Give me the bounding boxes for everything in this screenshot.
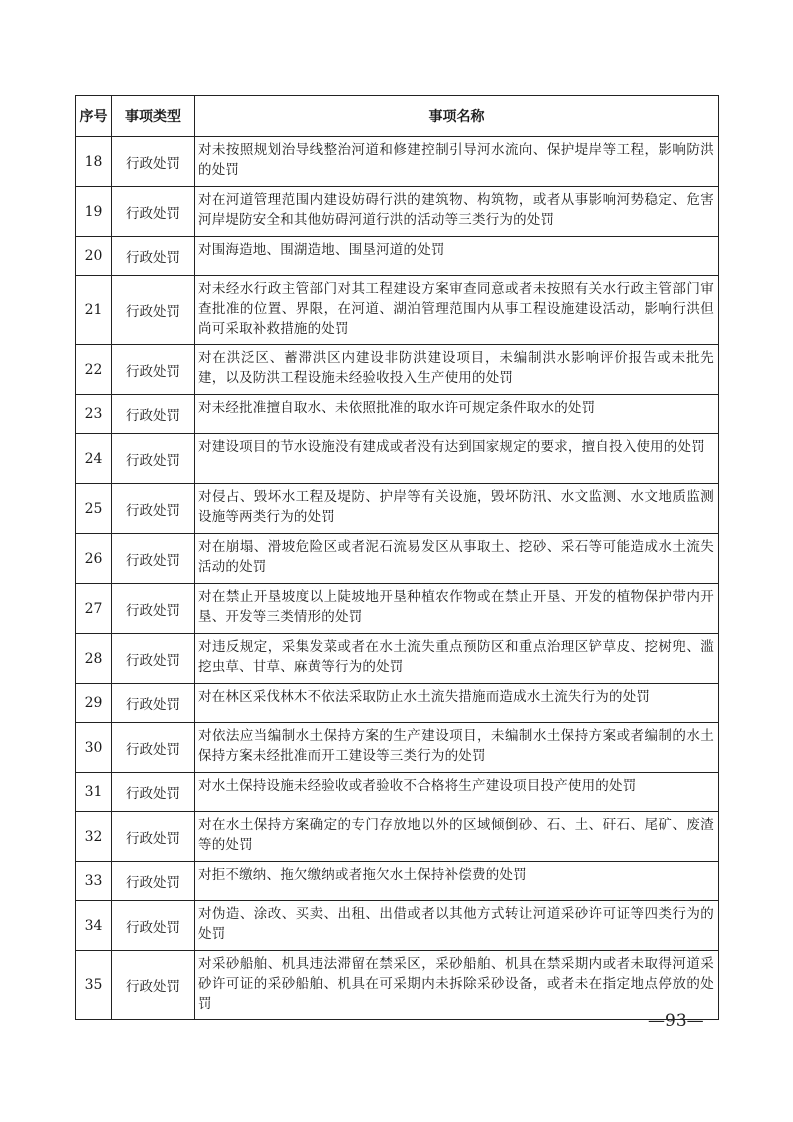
row-matter-type: 行政处罚 (112, 484, 195, 534)
row-matter-type: 行政处罚 (112, 187, 195, 237)
row-matter-type: 行政处罚 (112, 723, 195, 773)
row-matter-name: 对在洪泛区、蓄滞洪区内建设非防洪建设项目，未编制洪水影响评价报告或未批先建，以及防洪工程设施未经验收投入生产使用的处罚 (195, 345, 719, 395)
row-matter-name: 对在林区采伐林木不依法采取防止水土流失措施而造成水土流失行为的处罚 (195, 684, 719, 723)
row-serial-number: 21 (76, 276, 112, 345)
row-matter-name: 对侵占、毁坏水工程及堤防、护岸等有关设施，毁坏防汛、水文监测、水文地质监测设施等两类行为的处罚 (195, 484, 719, 534)
row-serial-number: 32 (76, 812, 112, 862)
table-row (76, 395, 719, 434)
row-matter-name: 对违反规定，采集发菜或者在水土流失重点预防区和重点治理区铲草皮、挖树兜、滥挖虫草、甘草、麻黄等行为的处罚 (195, 634, 719, 684)
row-matter-type: 行政处罚 (112, 237, 195, 276)
row-matter-name: 对在河道管理范围内建设妨碍行洪的建筑物、构筑物，或者从事影响河势稳定、危害河岸堤防安全和其他妨碍河道行洪的活动等三类行为的处罚 (195, 187, 719, 237)
row-serial-number: 23 (76, 395, 112, 434)
row-serial-number: 27 (76, 584, 112, 634)
row-matter-type: 行政处罚 (112, 773, 195, 812)
row-matter-type: 行政处罚 (112, 276, 195, 345)
row-serial-number: 25 (76, 484, 112, 534)
page-number: —93— (648, 1011, 704, 1031)
table-row (76, 534, 719, 584)
row-matter-type: 行政处罚 (112, 812, 195, 862)
row-matter-type: 行政处罚 (112, 634, 195, 684)
row-serial-number: 30 (76, 723, 112, 773)
row-matter-name: 对伪造、涂改、买卖、出租、出借或者以其他方式转让河道采砂许可证等四类行为的处罚 (195, 901, 719, 951)
row-matter-name: 对未经水行政主管部门对其工程建设方案审查同意或者未按照有关水行政主管部门审查批准的位置、界限，在河道、湖泊管理范围内从事工程设施建设活动，影响行洪但尚可采取补救措施的处罚 (195, 276, 719, 345)
row-serial-number: 35 (76, 951, 112, 1020)
table-row (76, 434, 719, 484)
row-matter-name: 对围海造地、围湖造地、围垦河道的处罚 (195, 237, 719, 276)
row-serial-number: 34 (76, 901, 112, 951)
table-row (76, 723, 719, 773)
row-matter-type: 行政处罚 (112, 862, 195, 901)
table-header-row (76, 96, 719, 137)
row-serial-number: 24 (76, 434, 112, 484)
row-matter-name: 对在禁止开垦坡度以上陡坡地开垦种植农作物或在禁止开垦、开发的植物保护带内开垦、开发等三类情形的处罚 (195, 584, 719, 634)
row-matter-name: 对在水土保持方案确定的专门存放地以外的区域倾倒砂、石、土、矸石、尾矿、废渣等的处罚 (195, 812, 719, 862)
table-row (76, 484, 719, 534)
table-row (76, 773, 719, 812)
row-matter-name: 对未按照规划治导线整治河道和修建控制引导河水流向、保护堤岸等工程，影响防洪的处罚 (195, 137, 719, 187)
row-serial-number: 28 (76, 634, 112, 684)
row-matter-type: 行政处罚 (112, 137, 195, 187)
row-matter-name: 对水土保持设施未经验收或者验收不合格将生产建设项目投产使用的处罚 (195, 773, 719, 812)
table-row (76, 137, 719, 187)
table-row (76, 237, 719, 276)
row-matter-name: 对在崩塌、滑坡危险区或者泥石流易发区从事取土、挖砂、采石等可能造成水土流失活动的处罚 (195, 534, 719, 584)
row-matter-type: 行政处罚 (112, 534, 195, 584)
row-serial-number: 26 (76, 534, 112, 584)
table-row (76, 345, 719, 395)
table-row (76, 951, 719, 1020)
row-serial-number: 19 (76, 187, 112, 237)
table-row (76, 812, 719, 862)
row-matter-name: 对采砂船舶、机具违法滞留在禁采区，采砂船舶、机具在禁采期内或者未取得河道采砂许可证的采砂船舶、机具在可采期内未拆除采砂设备，或者未在指定地点停放的处罚 (195, 951, 719, 1020)
table-row (76, 187, 719, 237)
row-serial-number: 18 (76, 137, 112, 187)
row-serial-number: 20 (76, 237, 112, 276)
row-serial-number: 29 (76, 684, 112, 723)
row-matter-type: 行政处罚 (112, 684, 195, 723)
header-matter-name: 事项名称 (195, 96, 719, 137)
row-serial-number: 31 (76, 773, 112, 812)
row-matter-name: 对拒不缴纳、拖欠缴纳或者拖欠水土保持补偿费的处罚 (195, 862, 719, 901)
row-matter-type: 行政处罚 (112, 395, 195, 434)
table-row (76, 634, 719, 684)
row-matter-type: 行政处罚 (112, 584, 195, 634)
row-matter-type: 行政处罚 (112, 434, 195, 484)
row-matter-type: 行政处罚 (112, 901, 195, 951)
table-row (76, 684, 719, 723)
row-serial-number: 33 (76, 862, 112, 901)
matters-table (75, 95, 719, 1020)
row-matter-type: 行政处罚 (112, 951, 195, 1020)
row-matter-name: 对建设项目的节水设施没有建成或者没有达到国家规定的要求，擅自投入使用的处罚 (195, 434, 719, 484)
table-row (76, 901, 719, 951)
table-row (76, 276, 719, 345)
table-row (76, 584, 719, 634)
table-row (76, 862, 719, 901)
row-serial-number: 22 (76, 345, 112, 395)
header-serial-number: 序号 (76, 96, 112, 137)
row-matter-name: 对未经批准擅自取水、未依照批准的取水许可规定条件取水的处罚 (195, 395, 719, 434)
header-matter-type: 事项类型 (112, 96, 195, 137)
row-matter-type: 行政处罚 (112, 345, 195, 395)
row-matter-name: 对依法应当编制水土保持方案的生产建设项目，未编制水土保持方案或者编制的水土保持方案未经批准而开工建设等三类行为的处罚 (195, 723, 719, 773)
